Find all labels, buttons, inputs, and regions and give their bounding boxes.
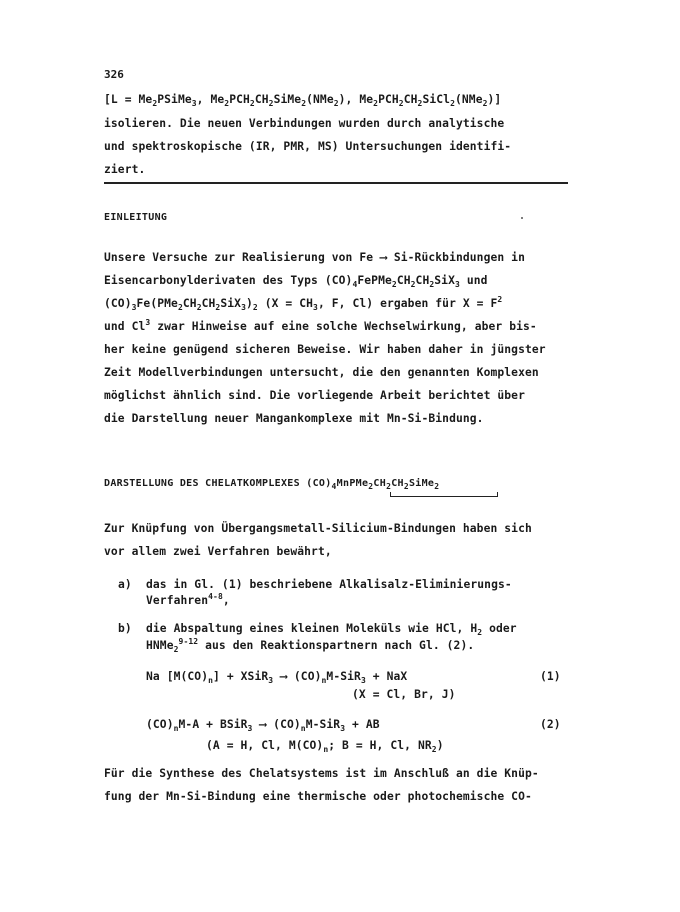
einleitung-line-7: möglichst ähnlich sind. Die vorliegende Arbeit berichtet über: [104, 389, 525, 402]
item-a-line-1: das in Gl. (1) beschriebene Alkalisalz-Eliminierungs-: [146, 578, 512, 591]
page-number: 326: [104, 68, 124, 81]
closing-line-1: Für die Synthese des Chelatsystems ist im Anschluß an die Knüp-: [104, 767, 539, 780]
darstellung-intro-line-1: Zur Knüpfung von Übergangsmetall-Silicium-Bindungen haben sich: [104, 522, 532, 535]
einleitung-line-4: und Cl$^3$ zwar Hinweise auf eine solche Wechselwirkung, aber bis-: [104, 318, 537, 333]
einleitung-line-6: Zeit Modellverbindungen untersucht, die den genannten Komplexen: [104, 366, 539, 379]
equation-2: $(CO)_nM-A$ + BSiR$_3$ ⟶ $(CO)_nM-SiR_3$ + AB: [146, 718, 380, 733]
equation-2-note: (A = H, Cl, $M(CO)_n$; B = H, Cl, $NR_2$): [206, 739, 444, 754]
item-b-line-1: die Abspaltung eines kleinen Moleküls wie HCl, $H_2$ oder: [146, 622, 517, 637]
abstract-line-3: und spektroskopische (IR, PMR, MS) Untersuchungen identifi-: [104, 140, 512, 153]
item-b-marker: b): [118, 622, 132, 635]
equation-1-number: (1): [540, 670, 561, 683]
equation-1-note: (X = Cl, Br, J): [352, 688, 456, 701]
section-divider: [104, 182, 568, 184]
equation-1: Na $[M(CO)_n]$ + XSiR$_3$ ⟶ $(CO)_nM-SiR_3$ + NaX: [146, 670, 408, 685]
darstellung-intro-line-2: vor allem zwei Verfahren bewährt,: [104, 545, 332, 558]
item-a-marker: a): [118, 578, 132, 591]
section-heading-darstellung: DARSTELLUNG DES CHELATKOMPLEXES $(CO)_4MnPMe_2CH_2CH_2SiMe_2$: [104, 478, 440, 491]
chelate-ring-bracket: [390, 492, 498, 497]
einleitung-line-1: Unsere Versuche zur Realisierung von Fe ⟶ Si-Rückbindungen in: [104, 251, 525, 264]
abstract-line-2: isolieren. Die neuen Verbindungen wurden durch analytische: [104, 117, 505, 130]
scan-speck: [521, 217, 523, 219]
item-b-line-2: HNMe$_2^{9-12}$ aus den Reaktionspartnern nach Gl. (2).: [146, 637, 475, 654]
section-heading-einleitung: EINLEITUNG: [104, 212, 168, 223]
einleitung-line-2: Eisencarbonylderivaten des Typs $(CO)_4FePMe_2CH_2CH_2SiX_3$ und: [104, 274, 488, 289]
abstract-line-4: ziert.: [104, 163, 146, 176]
equation-2-number: (2): [540, 718, 561, 731]
einleitung-line-8: die Darstellung neuer Mangankomplexe mit Mn-Si-Bindung.: [104, 412, 484, 425]
einleitung-line-5: her keine genügend sicheren Beweise. Wir haben daher in jüngster: [104, 343, 546, 356]
item-a-line-2: Verfahren$^{4-8}$,: [146, 592, 230, 607]
einleitung-line-3: $(CO)_3Fe(PMe_2CH_2CH_2SiX_3)_2$ ($X = CH_3$, F, Cl) ergaben für $X = F^2$: [104, 295, 503, 312]
abstract-line-1: [$L = Me_2PSiMe_3$, $Me_2PCH_2CH_2SiMe_2(NMe_2)$, $Me_2PCH_2CH_2SiCl_2(NMe_2)$]: [104, 93, 502, 108]
closing-line-2: fung der Mn-Si-Bindung eine thermische oder photochemische CO-: [104, 790, 532, 803]
